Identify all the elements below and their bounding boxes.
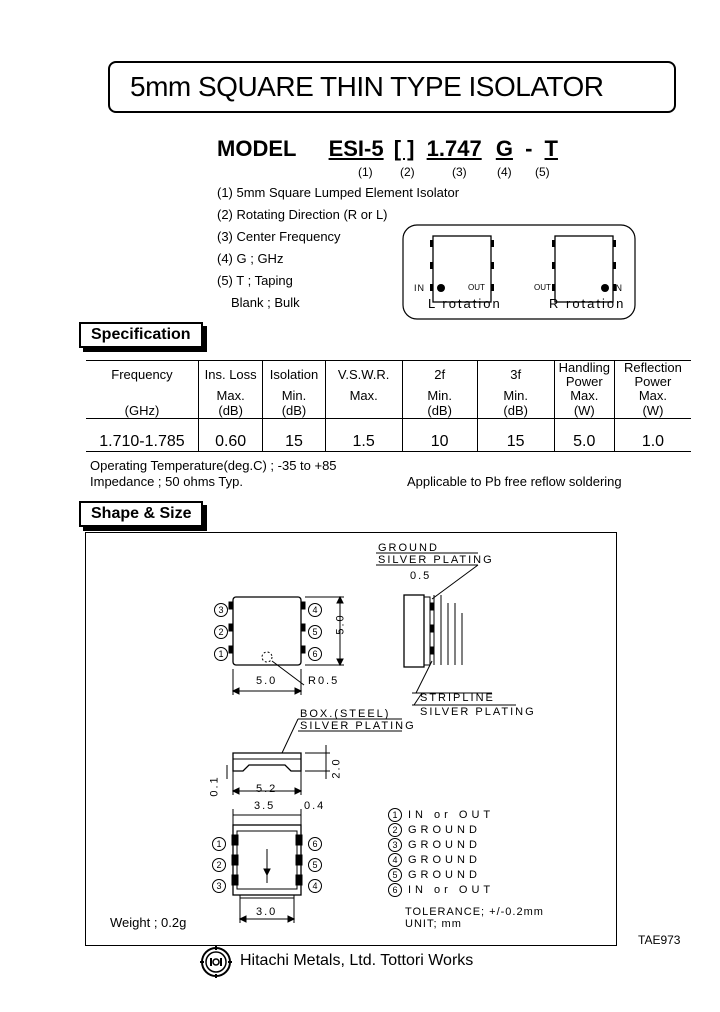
dim-0-5: 0.5	[410, 570, 432, 582]
box-steel-label: BOX.(STEEL)	[300, 708, 391, 720]
header-cell: Frequency (GHz)	[86, 361, 198, 419]
bottom-pin-marker-5: 5	[308, 856, 328, 874]
page-title: 5mm SQUARE THIN TYPE ISOLATOR	[130, 71, 604, 102]
value-cell: 5.0	[554, 419, 614, 452]
dim-2-0: 2.0	[330, 757, 343, 779]
tolerance-note: TOLERANCE; +/-0.2mm	[405, 906, 544, 918]
rotation-left-label: L rotation	[428, 296, 502, 311]
model-index-1: (1)	[358, 165, 373, 179]
model-index-4: (4)	[497, 165, 512, 179]
legend-item: (3) Center Frequency	[217, 229, 341, 244]
bottom-pin-marker-6: 6	[308, 835, 328, 853]
model-part-1: ESI-5	[328, 136, 384, 161]
pin-legend-item: 5 GROUND	[388, 868, 494, 883]
value-cell: 0.60	[198, 419, 262, 452]
pin-legend-item: 1 IN or OUT	[388, 808, 494, 823]
legend-item: (4) G ; GHz	[217, 251, 284, 266]
hitachi-logo-icon	[200, 946, 232, 978]
value-cell: 1.0	[614, 419, 691, 452]
dim-0-4: 0.4	[304, 800, 326, 812]
pin-marker-2: 2	[214, 623, 234, 641]
pin-marker-3: 3	[214, 601, 234, 619]
dot-icon	[437, 284, 445, 292]
pin-legend-item: 3 GROUND	[388, 838, 494, 853]
package-drawing	[86, 533, 616, 945]
header-cell: Reflection Power Max. (W)	[614, 361, 691, 419]
legend-item: Blank ; Bulk	[231, 295, 300, 310]
model-index-5: (5)	[535, 165, 550, 179]
ground-plating-label: SILVER PLATING	[378, 554, 494, 566]
table-value-row	[86, 419, 691, 452]
value-cell: 10	[402, 419, 477, 452]
rotation-left-out: OUT	[468, 283, 485, 292]
header-cell: V.S.W.R. Max.	[325, 361, 402, 419]
pin-marker-6: 6	[308, 645, 328, 663]
model-index-3: (3)	[452, 165, 467, 179]
legend-item: (1) 5mm Square Lumped Element Isolator	[217, 185, 460, 200]
header-cell: Isolation Min. (dB)	[263, 361, 325, 419]
pin-marker-5: 5	[308, 623, 328, 641]
value-cell: 1.5	[325, 419, 402, 452]
rotation-right-in: IN	[612, 283, 623, 293]
document-id: TAE973	[638, 933, 681, 947]
model-part-2: [ ]	[393, 136, 415, 161]
weight-note: Weight ; 0.2g	[110, 915, 187, 930]
spec-table	[86, 360, 691, 452]
model-part-4: G	[495, 136, 513, 161]
table-header-row	[86, 361, 691, 419]
pb-free-note: Applicable to Pb free reflow soldering	[407, 474, 622, 489]
bottom-pin-marker-1: 1	[212, 835, 232, 853]
ground-label: GROUND	[378, 542, 439, 554]
operating-temperature: Operating Temperature(deg.C) ; -35 to +85	[90, 458, 337, 473]
dim-5-2: 5.2	[256, 783, 278, 795]
specification-heading: Specification	[79, 322, 203, 348]
legend-item: (5) T ; Taping	[217, 273, 293, 288]
impedance-note: Impedance ; 50 ohms Typ.	[90, 474, 243, 489]
legend-item: (2) Rotating Direction (R or L)	[217, 207, 388, 222]
rotation-right-out: OUT	[534, 283, 551, 292]
pin-legend	[388, 808, 494, 898]
value-cell: 15	[263, 419, 325, 452]
rotation-right-label: R rotation	[549, 296, 626, 311]
header-cell: 3f Min. (dB)	[477, 361, 554, 419]
dim-5-0-height: 5.0	[334, 613, 347, 635]
shape-size-heading: Shape & Size	[79, 501, 203, 527]
pin-marker-1: 1	[214, 645, 234, 663]
rotation-left-in: IN	[414, 283, 425, 293]
header-cell: Handling Power Max. (W)	[554, 361, 614, 419]
box-plating-label: SILVER PLATING	[300, 720, 416, 732]
model-label: MODEL	[217, 136, 297, 161]
pin-legend-item: 6 IN or OUT	[388, 883, 494, 898]
model-index-2: (2)	[400, 165, 415, 179]
dim-5-0-width: 5.0	[256, 675, 278, 687]
model-part-6: T	[544, 136, 558, 161]
value-cell: 1.710-1.785	[86, 419, 198, 452]
model-part-5: -	[525, 136, 533, 161]
dim-r0-5: R0.5	[308, 675, 340, 687]
dim-0-1: 0.1	[208, 775, 221, 797]
pin-marker-4: 4	[308, 601, 328, 619]
stripline-label: STRIPLINE	[420, 692, 495, 704]
dim-3-0: 3.0	[256, 906, 278, 918]
dot-icon	[601, 284, 609, 292]
model-part-3: 1.747	[426, 136, 482, 161]
company-name: Hitachi Metals, Ltd. Tottori Works	[240, 952, 474, 969]
value-cell: 15	[477, 419, 554, 452]
bottom-pin-marker-3: 3	[212, 877, 232, 895]
pin-legend-item: 2 GROUND	[388, 823, 494, 838]
model-line	[217, 136, 558, 162]
unit-note: UNIT; mm	[405, 918, 462, 930]
stripline-plating-label: SILVER PLATING	[420, 706, 536, 718]
header-cell: Ins. Loss Max. (dB)	[198, 361, 262, 419]
bottom-pin-marker-2: 2	[212, 856, 232, 874]
bottom-pin-marker-4: 4	[308, 877, 328, 895]
header-cell: 2f Min. (dB)	[402, 361, 477, 419]
dim-3-5: 3.5	[254, 800, 276, 812]
pin-legend-item: 4 GROUND	[388, 853, 494, 868]
